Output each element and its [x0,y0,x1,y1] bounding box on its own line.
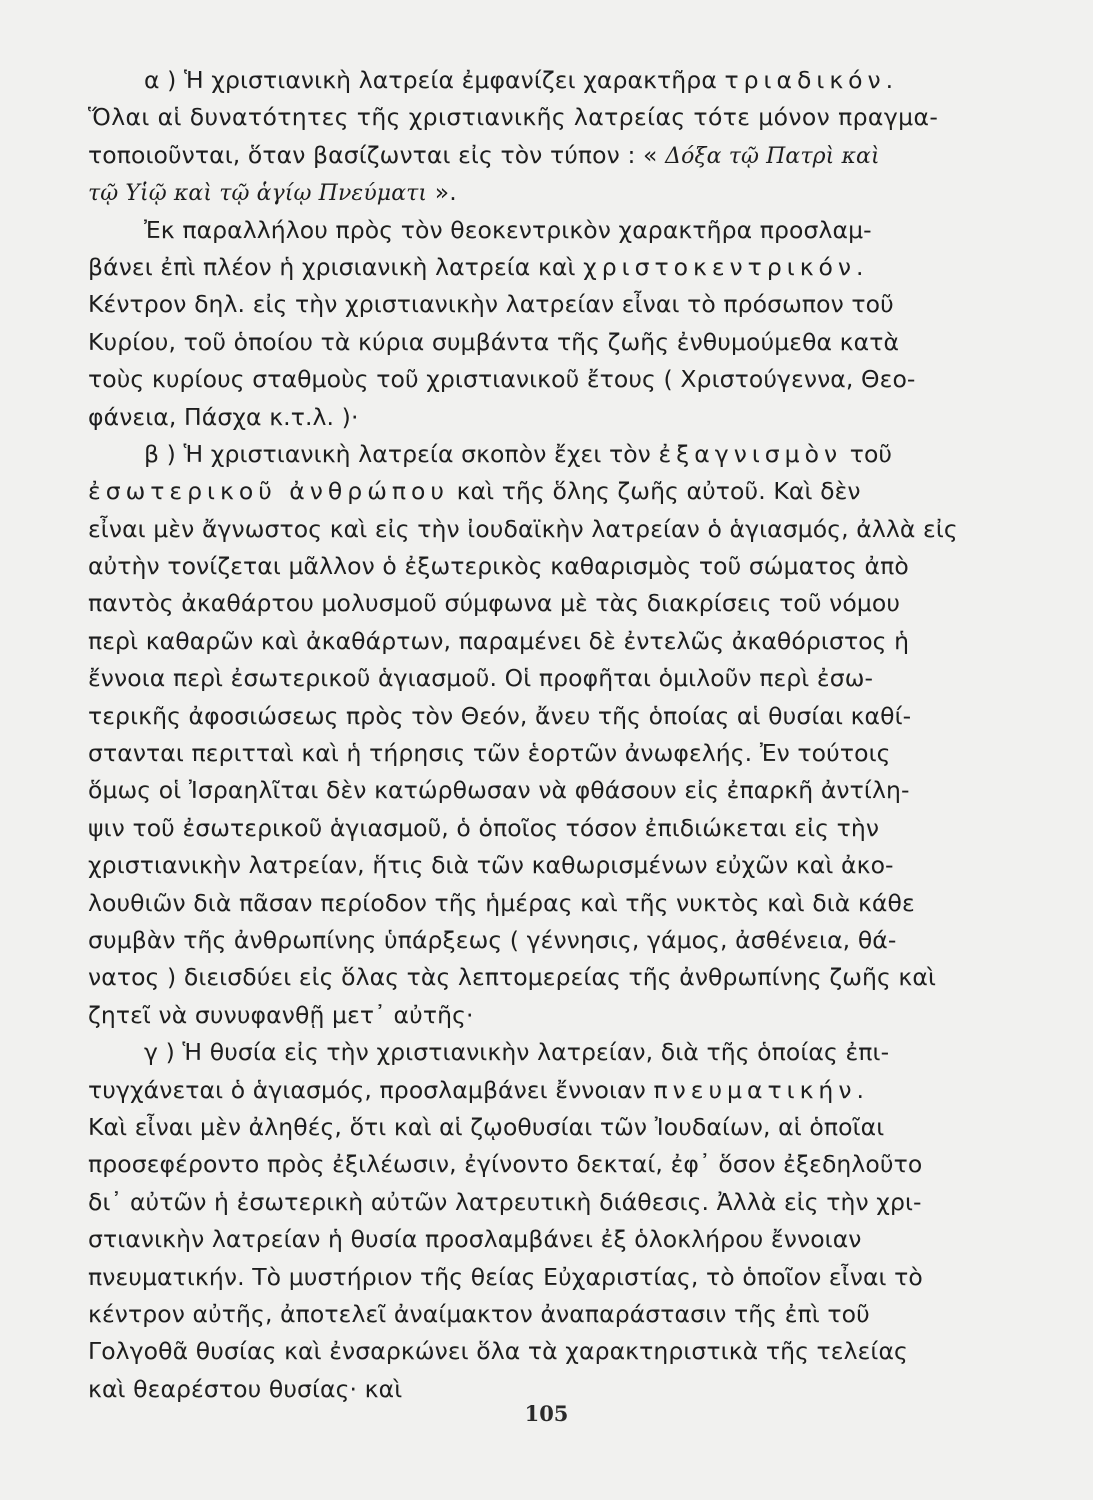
text-line: λουθιῶν διὰ πᾶσαν περίοδον τῆς ἡμέρας καὶ τῆς νυκτὸς καὶ διὰ κάθε [88,888,915,917]
text-line: εἶναι μὲν ἄγνωστος καὶ εἰς τὴν ἰουδαϊκὴν λατρείαν ὁ ἁγιασμός, ἀλλὰ εἰς [88,514,958,543]
text-line: τερικῆς ἀφοσιώσεως πρὸς τὸν Θεόν, ἄνευ τῆς ὁποίας αἱ θυσίαι καθί- [88,701,912,730]
text-line: ζητεῖ νὰ συνυφανθῇ μετ᾽ αὐτῆς· [88,1000,474,1029]
spaced-term: τριαδικόν. [724,66,899,94]
text-line: στιανικὴν λατρείαν ἡ θυσία προσλαμβάνει ἐξ ὁλοκλήρου ἔννοιαν [88,1225,862,1254]
spaced-term: χριστοκεντρικόν. [583,252,869,281]
text-line: τοποιοῦνται, ὅταν βασίζωνται εἰς τὸν τύπον : « Δόξα τῷ Πατρὶ καὶ [88,140,880,169]
text-line: ἔννοια περὶ ἐσωτερικοῦ ἁγιασμοῦ. Οἱ προφῆται ὁμιλοῦν περὶ ἐσω- [88,664,874,693]
page-number: 105 [524,1401,569,1426]
text-line: ὅμως οἱ Ἰσραηλῖται δὲν κατώρθωσαν νὰ φθάσουν εἰς ἐπαρκῆ ἀντίλη- [88,776,910,805]
text-line: α ) Ἡ χριστιανικὴ λατρεία ἐμφανίζει χαρακτῆρα τριαδικόν. [144,66,899,94]
text-line: β ) Ἡ χριστιανικὴ λατρεία σκοπὸν ἔχει τὸν ἐξαγνισμὸν τοῦ [144,439,893,468]
italic-quote: Δόξα τῷ Πατρὶ καὶ [665,143,880,169]
spaced-term: ἐξαγνισμὸν [658,439,843,468]
text-line: κέντρον αὐτῆς, ἀποτελεῖ ἀναίμακτον ἀναπαράστασιν τῆς ἐπὶ τοῦ [88,1299,870,1328]
text-line: αὐτὴν τονίζεται μᾶλλον ὁ ἐξωτερικὸς καθαρισμὸς τοῦ σώματος ἀπὸ [88,552,909,581]
spaced-term: πνευματικήν. [653,1075,869,1104]
text-line: συμβὰν τῆς ἀνθρωπίνης ὑπάρξεως ( γέννησις, γάμος, ἀσθένεια, θά- [88,925,897,954]
text-line: τυγχάνεται ὁ ἁγιασμός, προσλαμβάνει ἔννοιαν πνευματικήν. [88,1075,869,1104]
text-line: τῷ Υἱῷ καὶ τῷ ἁγίῳ Πνεύματι ». [88,178,457,207]
text-line: τοὺς κυρίους σταθμοὺς τοῦ χριστιανικοῦ ἔτους ( Χριστούγεννα, Θεο- [88,365,916,394]
text-line: καὶ θεαρέστου θυσίας· καὶ [88,1374,403,1403]
italic-quote: τῷ Υἱῷ καὶ τῷ ἁγίῳ Πνεύματι [88,181,428,207]
text-line: Καὶ εἶναι μὲν ἀληθές, ὅτι καὶ αἱ ζῳοθυσίαι τῶν Ἰουδαίων, αἱ ὁποῖαι [88,1112,885,1141]
text-line: περὶ καθαρῶν καὶ ἀκαθάρτων, παραμένει δὲ ἐντελῶς ἀκαθόριστος ἡ [88,626,910,655]
text-line: ἐσωτερικοῦ ἀνθρώπου καὶ τῆς ὅλης ζωῆς αὐτοῦ. Καὶ δὲν [88,477,861,506]
text-line: Κυρίου, τοῦ ὁποίου τὰ κύρια συμβάντα τῆς ζωῆς ἐνθυμούμεθα κατὰ [88,327,900,356]
text-line: ψιν τοῦ ἐσωτερικοῦ ἁγιασμοῦ, ὁ ὁποῖος τόσον ἐπιδιώκεται εἰς τὴν [88,813,880,842]
text-line: Ἐκ παραλλήλου πρὸς τὸν θεοκεντρικὸν χαρακτῆρα προσλαμ- [144,215,872,244]
text-line: Κέντρον δηλ. εἰς τὴν χριστιανικὴν λατρείαν εἶναι τὸ πρόσωπον τοῦ [88,290,894,319]
text-line: πνευματικήν. Τὸ μυστήριον τῆς θείας Εὐχαριστίας, τὸ ὁποῖον εἶναι τὸ [88,1262,923,1291]
text-line: χριστιανικὴν λατρείαν, ἥτις διὰ τῶν καθωρισμένων εὐχῶν καὶ ἀκο- [88,851,894,880]
text-line: προσεφέροντο πρὸς ἐξιλέωσιν, ἐγίνοντο δεκταί, ἐφ᾽ ὅσον ἐξεδηλοῦτο [88,1150,923,1179]
text-line: παντὸς ἀκαθάρτου μολυσμοῦ σύμφωνα μὲ τὰς διακρίσεις τοῦ νόμου [88,589,901,618]
text-line: στανται περιτταὶ καὶ ἡ τήρησις τῶν ἑορτῶν ἀνωφελής. Ἐν τούτοις [88,739,891,768]
spaced-term: ἐσωτερικοῦ ἀνθρώπου [88,477,450,506]
text-line: νατος ) διεισδύει εἰς ὅλας τὰς λεπτομερείας τῆς ἀνθρωπίνης ζωῆς καὶ [88,963,937,992]
body-text [88,62,968,1408]
text-line: Γολγοθᾶ θυσίας καὶ ἐνσαρκώνει ὅλα τὰ χαρακτηριστικὰ τῆς τελείας [88,1337,908,1366]
text-line: γ ) Ἡ θυσία εἰς τὴν χριστιανικὴν λατρείαν, διὰ τῆς ὁποίας ἐπι- [144,1038,890,1067]
text-line: δι᾽ αὐτῶν ἡ ἐσωτερικὴ αὐτῶν λατρευτικὴ διάθεσις. Ἀλλὰ εἰς τὴν χρι- [88,1187,922,1216]
text-line: φάνεια, Πάσχα κ.τ.λ. )· [88,402,359,431]
text-line: Ὅλαι αἱ δυνατότητες τῆς χριστιανικῆς λατρείας τότε μόνον πραγμα- [88,103,939,132]
text-line: βάνει ἐπὶ πλέον ἡ χρισιανικὴ λατρεία καὶ χριστοκεντρικόν. [88,252,869,281]
